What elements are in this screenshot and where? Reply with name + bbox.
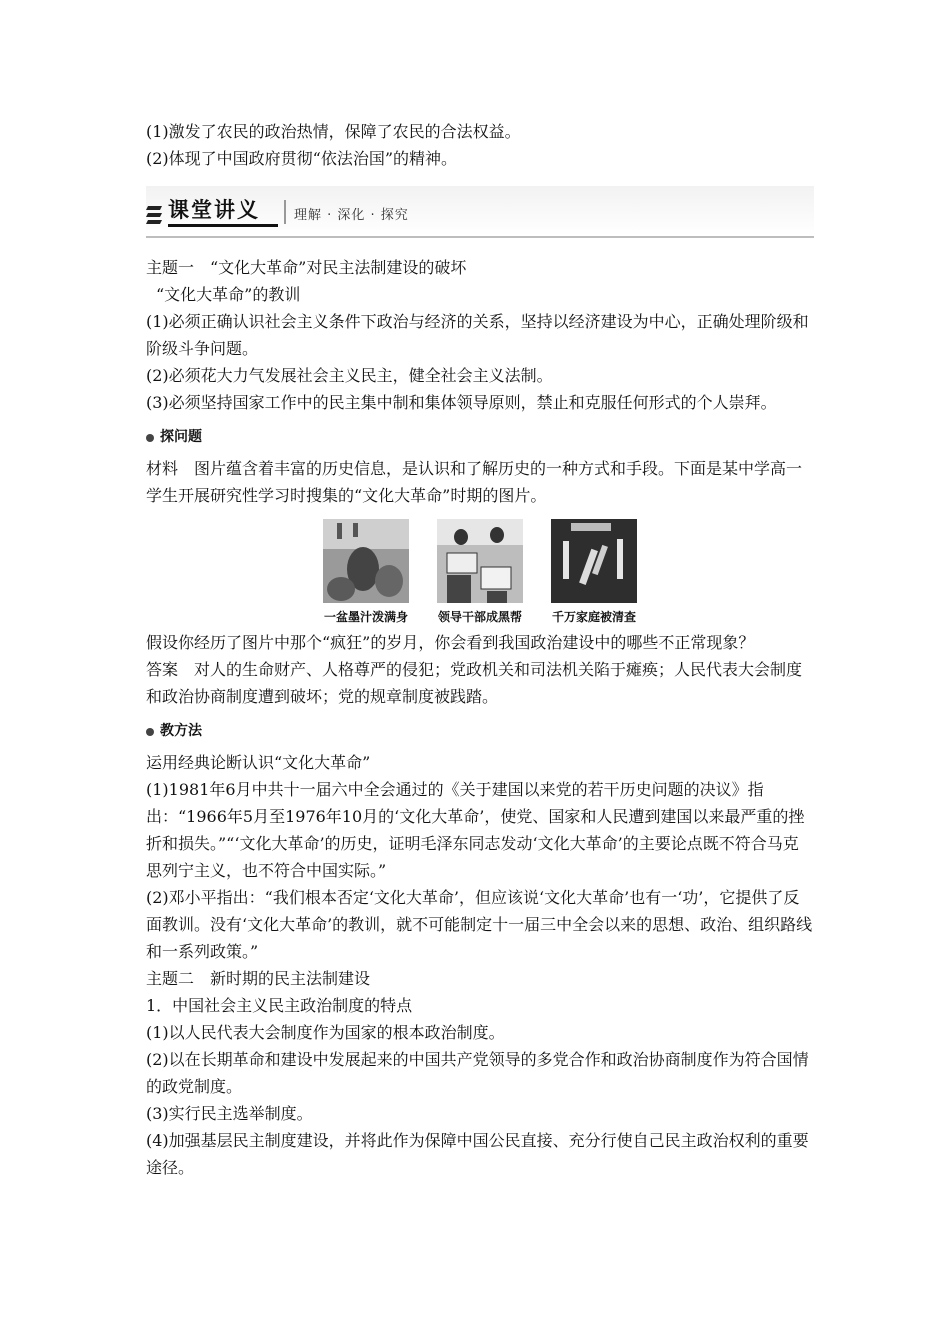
topic1-subheading: “文化大革命”的教训 bbox=[156, 285, 301, 304]
photo-3-caption: 千万家庭被清查 bbox=[551, 610, 636, 624]
topic1-point-2: (2)必须花大力气发展社会主义民主，健全社会主义法制。 bbox=[146, 366, 553, 385]
method-point-2: (2)邓小平指出：“我们根本否定‘文化大革命’，但应该说‘文化大革命’也有一‘功’，它提供了反面教训。没有‘文化大革命’的教训，就不可能制定十一届三中全会以来的思想、政治、组织路线和一系列政策。” bbox=[146, 888, 813, 961]
method-label: 教方法 bbox=[146, 718, 814, 745]
method-point-1: (1)1981年6月中共十一届六中全会通过的《关于建国以来党的若干历史问题的决议》指出：“1966年5月至1976年10月的‘文化大革命’，使党、国家和人民遭到建国以来最严重的挫折和损失。”“‘文化大革命’的历史，证明毛泽东同志发动‘文化大革命’的主要论点既不符合马克思列宁主义，也不符合中国实际。” bbox=[146, 780, 805, 880]
photo-2 bbox=[437, 519, 523, 625]
method-title: 运用经典论断认识“文化大革命” bbox=[146, 753, 371, 772]
topic1-point-3: (3)必须坚持国家工作中的民主集中制和集体领导原则，禁止和克服任何形式的个人崇拜。 bbox=[146, 393, 777, 412]
intro-point-2: (2)体现了中国政府贯彻“依法治国”的精神。 bbox=[146, 149, 458, 168]
inquiry-material: 材料 图片蕴含着丰富的历史信息，是认识和了解历史的一种方式和手段。下面是某中学高一学生开展研究性学习时搜集的“文化大革命”时期的图片。 bbox=[146, 459, 803, 505]
bullet-icon bbox=[146, 728, 154, 736]
photo-1-caption: 一盆墨汁泼满身 bbox=[323, 610, 408, 624]
topic2-point-2: (2)以在长期革命和建设中发展起来的中国共产党领导的多党合作和政治协商制度作为符合国情的政党制度。 bbox=[146, 1050, 809, 1096]
topic1-point-1: (1)必须正确认识社会主义条件下政治与经济的关系，坚持以经济建设为中心，正确处理阶级和阶级斗争问题。 bbox=[146, 312, 809, 358]
content bbox=[146, 118, 814, 1181]
banner-stripes-icon bbox=[146, 204, 164, 224]
topic2-sub1: 1．中国社会主义民主政治制度的特点 bbox=[146, 996, 413, 1015]
inquiry-question: 假设你经历了图片中那个“疯狂”的岁月，你会看到我国政治建设中的哪些不正常现象？ bbox=[146, 633, 755, 652]
photo-cadres-image bbox=[437, 519, 523, 603]
banner-divider bbox=[284, 200, 286, 224]
topic2-heading: 主题二 新时期的民主法制建设 bbox=[146, 969, 371, 988]
topic2-point-4: (4)加强基层民主制度建设，并将此作为保障中国公民直接、充分行使自己民主政治权利的重要途径。 bbox=[146, 1131, 809, 1177]
photo-search-image bbox=[551, 519, 637, 603]
photo-ink-image bbox=[323, 519, 409, 603]
banner-title: 课堂讲义 bbox=[168, 198, 260, 222]
topic2-point-1: (1)以人民代表大会制度作为国家的根本政治制度。 bbox=[146, 1023, 505, 1042]
topic1-heading: 主题一 “文化大革命”对民主法制建设的破坏 bbox=[146, 258, 467, 277]
bullet-icon bbox=[146, 434, 154, 442]
banner-underline bbox=[168, 224, 278, 227]
topic2-point-3: (3)实行民主选举制度。 bbox=[146, 1104, 313, 1123]
photo-3 bbox=[551, 519, 637, 625]
intro-point-1: (1)激发了农民的政治热情，保障了农民的合法权益。 bbox=[146, 122, 521, 141]
photo-row bbox=[146, 519, 814, 625]
photo-2-caption: 领导干部成黑帮 bbox=[437, 610, 522, 624]
banner-subtitle: 理解 · 深化 · 探究 bbox=[294, 208, 409, 223]
section-banner bbox=[146, 186, 814, 238]
inquiry-answer: 答案 对人的生命财产、人格尊严的侵犯；党政机关和司法机关陷于瘫痪；人民代表大会制度和政治协商制度遭到破坏；党的规章制度被践踏。 bbox=[146, 660, 803, 706]
inquiry-label: 探问题 bbox=[146, 424, 814, 451]
photo-1 bbox=[323, 519, 409, 625]
